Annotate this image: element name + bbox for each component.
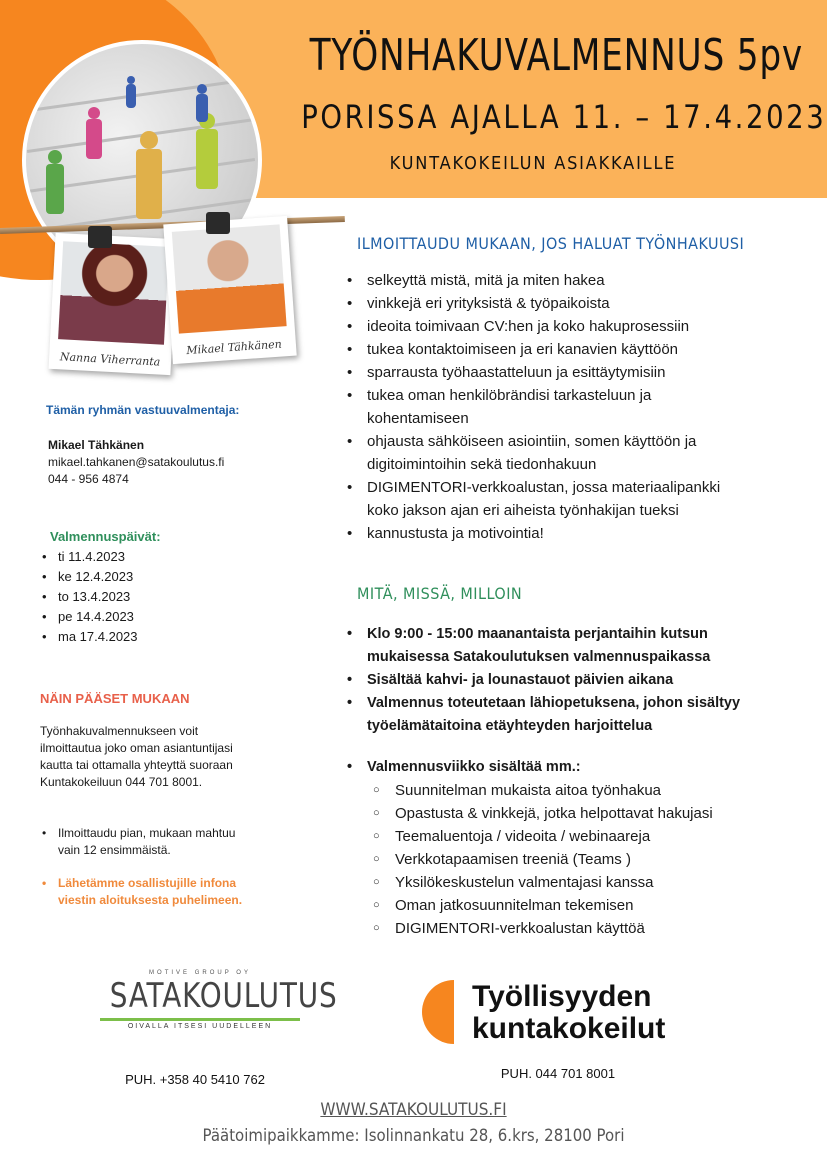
- address-line: Päätoimipaikkamme: Isolinnankatu 28, 6.krs, 28100 Pori: [202, 1126, 625, 1146]
- caption-left: Nanna Viherranta: [59, 350, 161, 369]
- join-bullet: • Ilmoittaudu pian, mukaan mahtuu vain 12 ensimmäistä.: [40, 825, 250, 859]
- benefit-item: • sparrausta työhaastatteluun ja esittäytymisiin: [345, 361, 815, 384]
- clip-icon: [88, 226, 112, 248]
- week-list: [345, 756, 815, 779]
- benefit-item: • DIGIMENTORI-verkkoalustan, jossa materiaalipankki koko jakson ajan eri aiheista työnhakijan tueksi: [345, 476, 755, 522]
- week-item: ○ Suunnitelman mukaista aitoa työnhakua: [345, 779, 815, 802]
- sata-phone: PUH. +358 40 5410 762: [125, 1072, 265, 1087]
- date-item: • ti 11.4.2023: [40, 547, 280, 567]
- date-item: • pe 14.4.2023: [40, 607, 280, 627]
- sata-underline: [100, 1018, 300, 1021]
- benefit-item: • tukea kontaktoimiseen ja eri kanavien käyttöön: [345, 338, 815, 361]
- clip-icon: [206, 212, 230, 234]
- detail-item: • Sisältää kahvi- ja lounastauot päivien aikana: [345, 669, 815, 692]
- dates-list: [40, 547, 280, 647]
- details-section: [345, 584, 815, 940]
- week-item: ○ Yksilökeskustelun valmentajasi kanssa: [345, 871, 815, 894]
- benefits-heading: ILMOITTAUDU MUKAAN, JOS HALUAT TYÖNHAKUUSI: [357, 234, 745, 253]
- week-heading: • Valmennusviikko sisältää mm.:: [345, 756, 815, 779]
- coach-phone: 044 - 956 4874: [48, 472, 129, 486]
- page-subtitle: PORISSA AJALLA 11. – 17.4.2023: [301, 98, 827, 136]
- audience-line: KUNTAKOKEILUN ASIAKKAILLE: [389, 153, 677, 174]
- person-photo-woman: [58, 241, 169, 344]
- satakoulutus-logo: [90, 970, 338, 1030]
- caption-right: Mikael Tähkänen: [185, 337, 283, 358]
- coach-email[interactable]: mikael.tahkanen@satakoulutus.fi: [48, 455, 225, 469]
- date-item: • ma 17.4.2023: [40, 627, 280, 647]
- website-link[interactable]: WWW.SATAKOULUTUS.FI: [320, 1100, 507, 1120]
- detail-item: • Valmennus toteutetaan lähiopetuksena, johon sisältyy työelämätaitoina etäyhteyden harjoittelua: [345, 692, 775, 738]
- page-title: TYÖNHAKUVALMENNUS 5pv: [309, 30, 803, 81]
- benefit-item: • ideoita toimivaan CV:hen ja koko hakuprosessiin: [345, 315, 815, 338]
- photo-polaroid-left: [49, 233, 178, 375]
- sata-tagline: OIVALLA ITSESI UUDELLEEN: [127, 1023, 273, 1030]
- dates-section: [40, 528, 280, 647]
- coach-name: Mikael Tähkänen: [48, 438, 145, 452]
- week-item: ○ Oman jatkosuunnitelman tekemisen: [345, 894, 815, 917]
- benefit-item: • tukea oman henkilöbrändisi tarkasteluun ja kohentamiseen: [345, 384, 725, 430]
- tyo-phone: PUH. 044 701 8001: [500, 1066, 616, 1081]
- week-items: [345, 779, 815, 940]
- dates-heading: Valmennuspäivät:: [50, 529, 161, 544]
- tyo-line2: kuntakokeilut: [472, 1012, 666, 1045]
- join-section: [40, 690, 280, 909]
- tyo-line1: Työllisyyden: [472, 980, 652, 1013]
- benefit-item: • vinkkejä eri yrityksistä & työpaikoista: [345, 292, 815, 315]
- person-photo-man: [172, 224, 287, 333]
- details-heading: MITÄ, MISSÄ, MILLOIN: [357, 584, 523, 603]
- benefits-list: [345, 269, 815, 545]
- date-item: • to 13.4.2023: [40, 587, 280, 607]
- detail-item: • Klo 9:00 - 15:00 maanantaista perjantaihin kutsun mukaisessa Satakoulutuksen valmennuspaikassa: [345, 623, 745, 669]
- benefits-section: [345, 234, 815, 545]
- benefit-item: • ohjausta sähköiseen asiointiin, somen käyttöön ja digitoimintoihin sekä tiedonhakuun: [345, 430, 745, 476]
- sata-group-text: MOTIVE GROUP OY: [149, 970, 251, 976]
- info-bullet: • Lähetämme osallistujille infona viestin aloituksesta puhelimeen.: [40, 875, 260, 909]
- photo-polaroid-right: [163, 216, 296, 364]
- info-list: [40, 875, 260, 909]
- coach-section: [40, 402, 280, 488]
- details-list: [345, 623, 815, 738]
- week-item: ○ Teemaluentoja / videoita / webinaareja: [345, 825, 815, 848]
- week-item: ○ DIGIMENTORI-verkkoalustan käyttöä: [345, 917, 815, 940]
- benefit-item: • kannustusta ja motivointia!: [345, 522, 815, 545]
- join-heading: NÄIN PÄÄSET MUKAAN: [40, 691, 190, 706]
- week-item: ○ Opastusta & vinkkejä, jotka helpottavat hakujasi: [345, 802, 815, 825]
- join-text: Työnhakuvalmennukseen voit ilmoittautua joko oman asiantuntijasi kautta tai ottamalla yhteyttä suoraan Kuntakokeiluun 044 701 8001.: [40, 724, 233, 789]
- date-item: • ke 12.4.2023: [40, 567, 280, 587]
- coach-heading: Tämän ryhmän vastuuvalmentaja:: [46, 403, 240, 417]
- kuntakokeilut-logo: [420, 980, 720, 1050]
- benefit-item: • selkeyttä mistä, mitä ja miten hakea: [345, 269, 815, 292]
- sata-name-text: SATAKOULUTUS: [109, 976, 338, 1016]
- week-item: ○ Verkkotapaamisen treeniä (Teams ): [345, 848, 815, 871]
- join-list: [40, 825, 250, 859]
